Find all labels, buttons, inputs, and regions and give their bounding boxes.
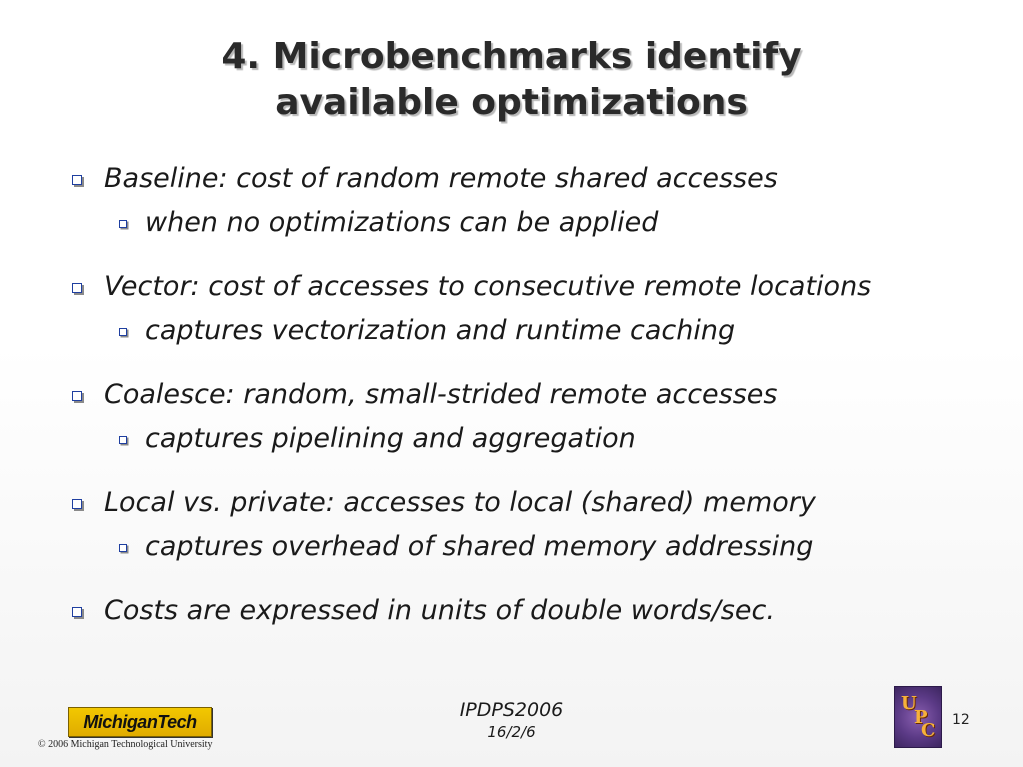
bullet-list xyxy=(70,160,970,630)
bullet-text: Local vs. private: accesses to local (shared) memory xyxy=(104,487,816,518)
copyright-notice: © 2006 Michigan Technological University xyxy=(38,739,213,750)
sub-bullet-text: captures vectorization and runtime caching xyxy=(145,315,736,346)
slide-title-line-2: available optimizations xyxy=(275,82,748,123)
sub-bullet-text: captures pipelining and aggregation xyxy=(145,423,636,454)
upc-logo xyxy=(894,686,942,748)
sub-bullet-item-vector xyxy=(70,312,970,350)
slide-title xyxy=(0,34,1023,126)
square-bullet-icon xyxy=(72,283,82,293)
slide-number: 12 xyxy=(952,712,970,728)
bullet-text: Costs are expressed in units of double words/sec. xyxy=(104,595,775,626)
bullet-item-vector xyxy=(70,268,970,306)
square-bullet-icon xyxy=(119,436,127,444)
upc-logo-p: P xyxy=(914,707,928,728)
sub-bullet-item-local-vs-private xyxy=(70,528,970,566)
conference-name: IPDPS2006 xyxy=(459,699,564,721)
sub-bullet-text: when no optimizations can be applied xyxy=(145,207,659,238)
upc-logo-c: C xyxy=(921,720,936,741)
bullet-text: Baseline: cost of random remote shared accesses xyxy=(104,163,778,194)
bullet-item-local-vs-private xyxy=(70,484,970,522)
square-bullet-icon xyxy=(72,499,82,509)
sub-bullet-item-baseline xyxy=(70,204,970,242)
slide-title-line-1: 4. Microbenchmarks identify xyxy=(221,36,802,77)
bullet-item-baseline xyxy=(70,160,970,198)
footer-info xyxy=(0,698,1023,742)
sub-bullet-item-coalesce xyxy=(70,420,970,458)
bullet-item-coalesce xyxy=(70,376,970,414)
presentation-date: 16/2/6 xyxy=(487,723,536,741)
michigan-tech-logo: MichiganTech xyxy=(68,707,212,737)
bullet-item-costs xyxy=(70,592,970,630)
bullet-text: Vector: cost of accesses to consecutive remote locations xyxy=(104,271,872,302)
square-bullet-icon xyxy=(72,391,82,401)
square-bullet-icon xyxy=(72,175,82,185)
square-bullet-icon xyxy=(119,220,127,228)
upc-logo-u: U xyxy=(901,693,917,714)
sub-bullet-text: captures overhead of shared memory addressing xyxy=(145,531,814,562)
square-bullet-icon xyxy=(119,544,127,552)
square-bullet-icon xyxy=(72,607,82,617)
square-bullet-icon xyxy=(119,328,127,336)
bullet-text: Coalesce: random, small-strided remote accesses xyxy=(104,379,778,410)
